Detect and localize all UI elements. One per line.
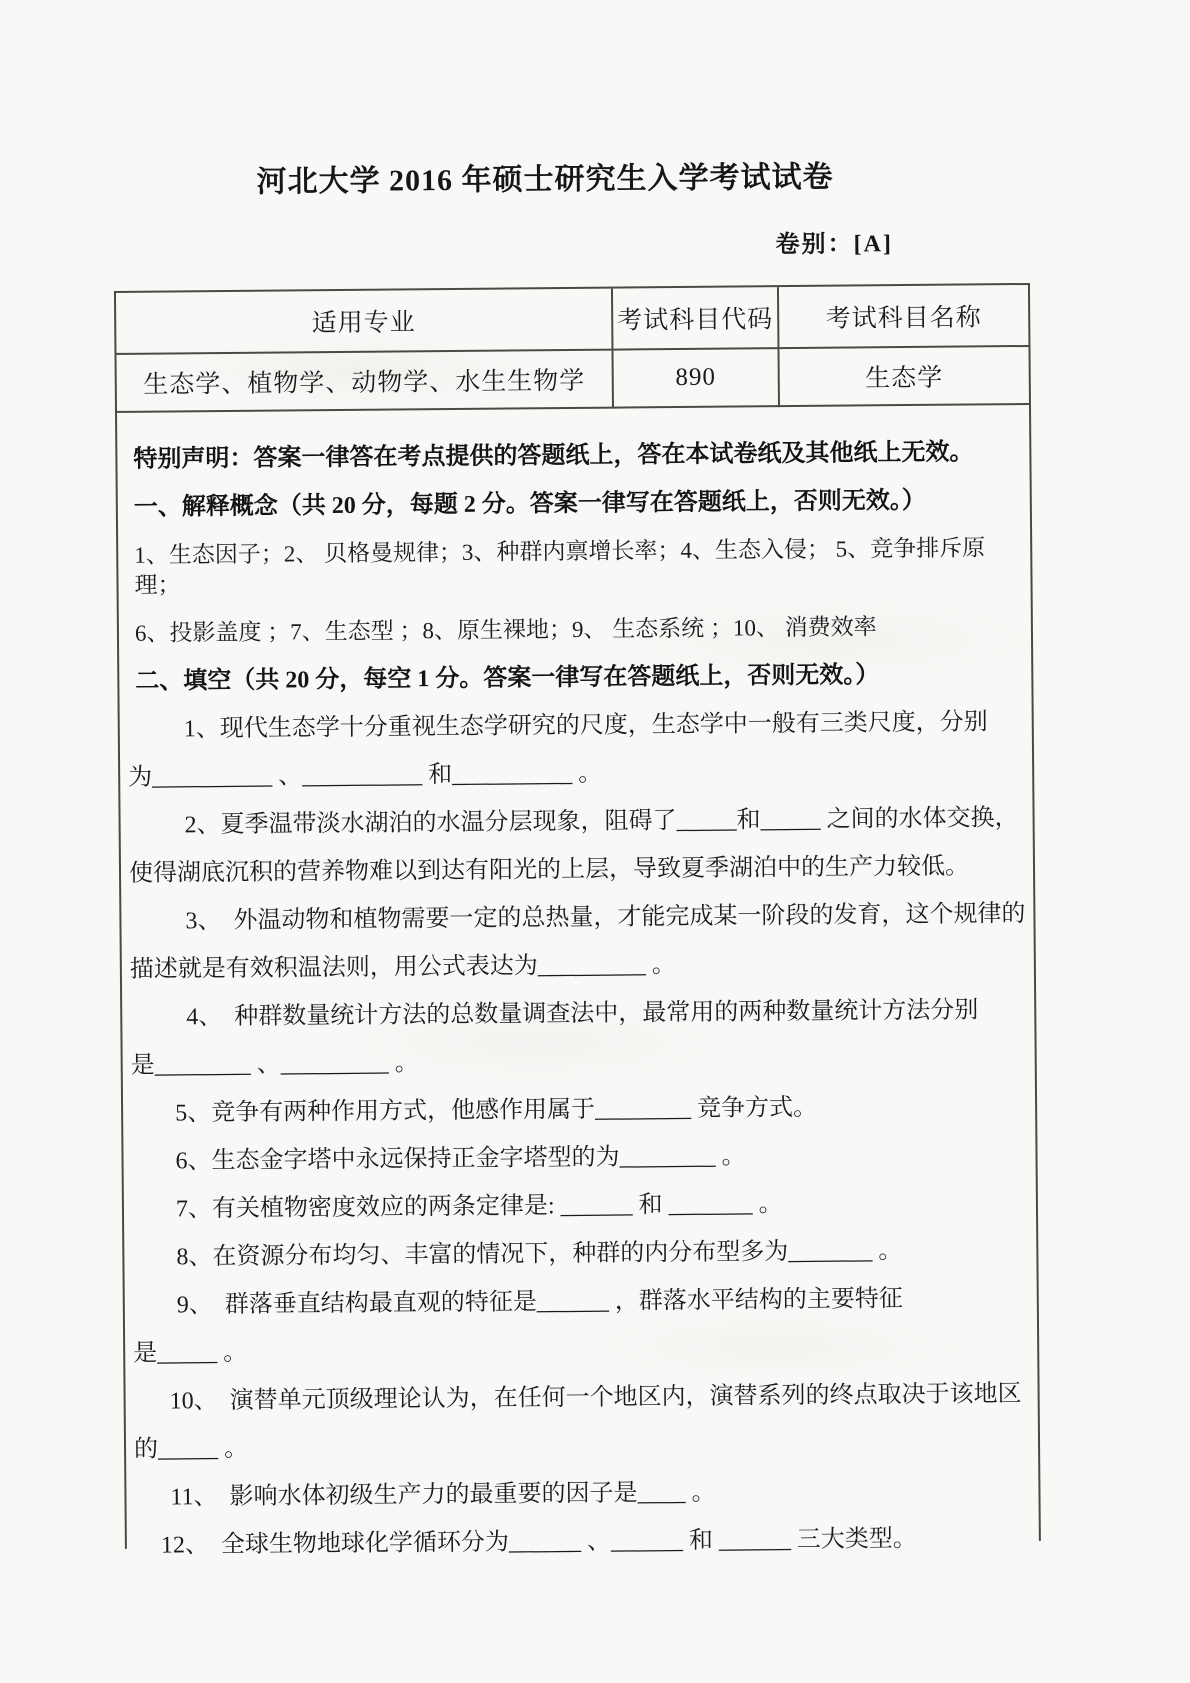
fill-blank-q1-line1: 1、现代生态学十分重视生态学研究的尺度，生态学中一般有三类尺度，分别 [183, 709, 988, 743]
scanned-sheet [95, 156, 1035, 1559]
cell-majors: 生态学、植物学、动物学、水生生物学 [117, 351, 614, 413]
section1-heading: 一、解释概念（共 20 分，每题 2 分。答案一律写在答题纸上，否则无效。） [133, 487, 926, 521]
fill-blank-q5: 5、竞争有两种作用方式，他感作用属于________ 竞争方式。 [175, 1094, 818, 1127]
cell-subject-name: 生态学 [779, 347, 1028, 407]
fill-blank-q8: 8、在资源分布均匀、丰富的情况下，种群的内分布型多为_______ 。 [176, 1238, 903, 1271]
fill-blank-q12: 12、 全球生物地球化学循环分为______ 、______ 和 ______ 三大类型。 [160, 1525, 917, 1559]
exam-title: 河北大学 2016 年硕士研究生入学考试试卷 [256, 160, 834, 199]
col-header-subject-code: 考试科目代码 [613, 287, 780, 350]
subject-info-table [116, 285, 1029, 413]
fill-blank-q4-line1: 4、 种群数量统计方法的总数量调查法中，最常用的两种数量统计方法分别 [186, 997, 979, 1031]
section1-terms-line-1: 1、生态因子；2、 贝格曼规律；3、种群内禀增长率；4、生态入侵； 5、竞争排斥原理； [134, 535, 986, 598]
fill-blank-q2-line2: 使得湖底沉积的营养物难以到达有阳光的上层，导致夏季湖泊中的生产力较低。 [128, 853, 970, 887]
fill-blank-q10-line1: 10、 演替单元顶级理论认为，在任何一个地区内，演替系列的终点取决于该地区 [169, 1381, 1022, 1415]
section1-terms-line-2: 6、投影盖度 ；7、生态型 ；8、原生裸地；9、 生态系统 ；10、 消费效率 [134, 614, 877, 646]
fill-blank-q11: 11、 影响水体初级生产力的最重要的因子是____ 。 [170, 1479, 716, 1511]
cell-subject-code: 890 [613, 349, 779, 408]
col-header-majors: 适用专业 [116, 289, 614, 355]
fill-blank-q9-line2: 是_____ 。 [133, 1339, 248, 1367]
fill-blank-q3-line2: 描述就是有效积温法则，用公式表达为_________ 。 [129, 952, 676, 983]
fill-blank-q6: 6、生态金字塔中永远保持正金字塔型的为________ 。 [175, 1143, 746, 1175]
fill-blank-q4-line2: 是________ 、_________ 。 [130, 1050, 419, 1079]
fill-blank-q3-line1: 3、 外温动物和植物需要一定的总热量，才能完成某一阶段的发育，这个规律的 [185, 901, 1026, 935]
fill-blank-q10-line2: 的_____ 。 [133, 1435, 249, 1463]
paper-version-label: 卷别：[A] [775, 231, 894, 259]
fill-blank-q7: 7、有关植物密度效应的两条定律是: ______ 和 _______ 。 [175, 1191, 783, 1223]
col-header-subject-name: 考试科目名称 [779, 285, 1029, 349]
exam-body-frame [114, 283, 1041, 1559]
fill-blank-q1-line2: 为__________ 、__________ 和__________ 。 [128, 760, 603, 791]
fill-blank-q9-line1: 9、 群落垂直结构最直观的特征是______ ，群落水平结构的主要特征 [176, 1286, 903, 1319]
exam-content [117, 405, 1039, 1559]
section2-heading: 二、填空（共 20 分，每空 1 分。答案一律写在答题纸上，否则无效。） [135, 662, 880, 695]
fill-blank-q2-line1: 2、夏季温带淡水湖泊的水温分层现象，阻碍了_____和_____ 之间的水体交换， [184, 805, 1019, 839]
special-notice: 特别声明：答案一律答在考点提供的答题纸上，答在本试卷纸及其他纸上无效。 [133, 439, 974, 473]
